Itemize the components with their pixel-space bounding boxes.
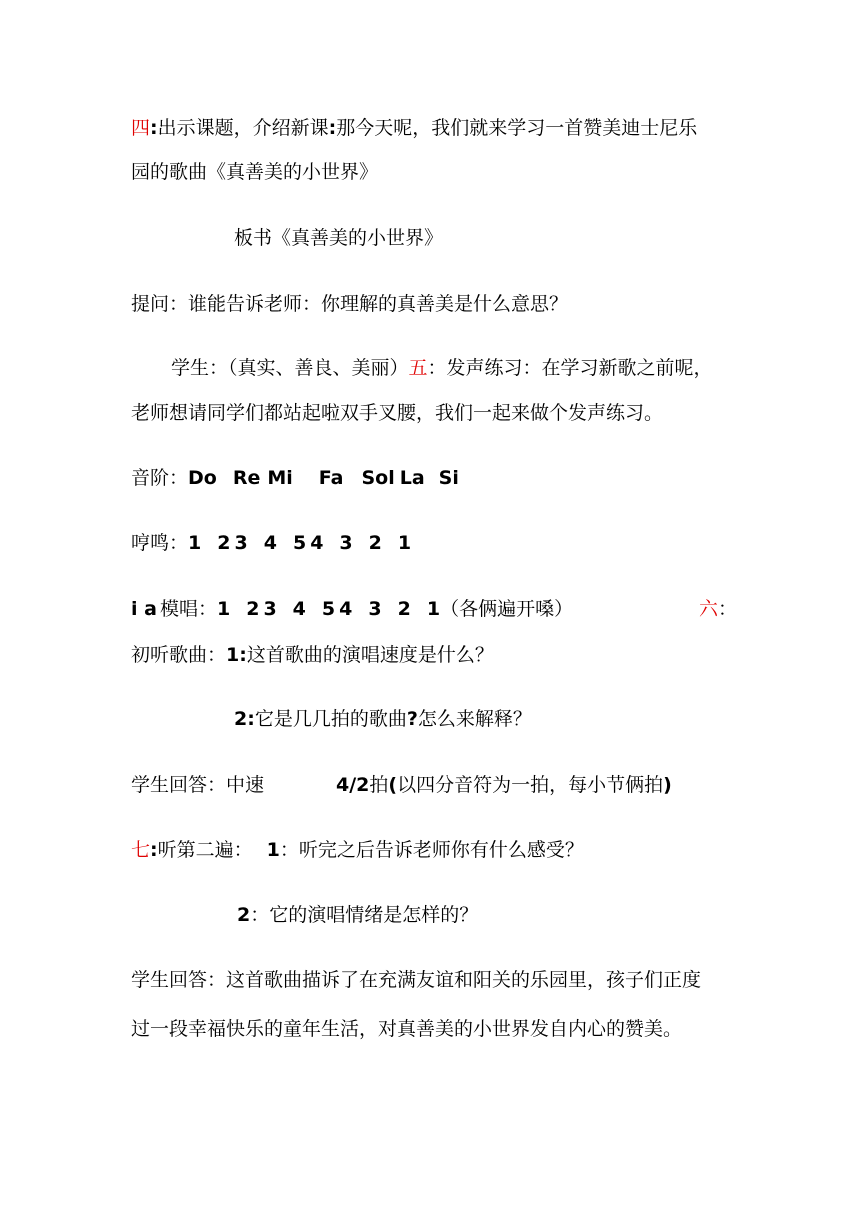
student-answer: 学生：（真实、善良、美丽） — [171, 357, 409, 379]
answer2-line2: 过一段幸福快乐的童年生活，对真善美的小世界发自内心的赞美。 — [131, 1018, 683, 1040]
ia-note: 3 — [368, 598, 382, 620]
section6-q2-mark: ? — [406, 708, 418, 730]
note-re: Re — [232, 467, 261, 489]
answer1-explanation: 以四分音符为一拍，每小节俩拍 — [397, 774, 664, 796]
section6-q2-text: 它是几几拍的歌曲 — [254, 708, 407, 730]
section4-text: 那今天呢，我们就来学习一首赞美迪士尼乐 — [336, 117, 698, 139]
hum-note: 2 — [217, 532, 231, 554]
hum-note: 4 — [310, 532, 324, 554]
scale-notes — [188, 467, 459, 489]
hum-note: 2 — [368, 532, 382, 554]
answer1-line — [131, 773, 672, 797]
section6-q2-number: 2: — [234, 708, 255, 730]
board-title: 板书《真善美的小世界》 — [234, 227, 444, 249]
scale-line — [131, 466, 459, 490]
answer1-label: 学生回答：中速 — [131, 774, 265, 796]
note-do: Do — [188, 467, 217, 489]
section6-q1-text: 这首歌曲的演唱速度是什么？ — [246, 644, 494, 666]
note-si: Si — [438, 467, 459, 489]
hum-note: 3 — [339, 532, 353, 554]
section6-line1 — [131, 643, 494, 667]
scale-label: 音阶： — [131, 467, 189, 489]
section6-line2 — [234, 707, 532, 731]
section6-heading — [699, 597, 737, 621]
section7-q1-number: 1 — [266, 839, 280, 861]
section5-text: ：发声练习：在学习新歌之前呢， — [427, 357, 713, 379]
question-line: 提问：谁能告诉老师：你理解的真善美是什么意思？ — [131, 293, 569, 315]
humming-label: 哼鸣： — [131, 532, 189, 554]
hum-note: 3 — [234, 532, 248, 554]
ia-line — [131, 597, 573, 621]
section6-q2-text-b: 怎么来解释？ — [417, 708, 532, 730]
section7-title: 听第二遍： — [157, 839, 253, 861]
section6-colon: ： — [718, 598, 738, 620]
answer1-paren-close: ) — [663, 774, 672, 796]
section6-q1-number: 1: — [226, 644, 247, 666]
ia-note: 1 — [426, 598, 441, 620]
section5-line1 — [171, 356, 713, 380]
section7-q2-number: 2 — [237, 904, 251, 926]
hum-note: 1 — [188, 532, 202, 554]
section4-colon: : — [150, 117, 158, 139]
note-mi: Mi — [267, 467, 293, 489]
note-fa: Fa — [318, 467, 344, 489]
section6-number: 六 — [699, 598, 719, 620]
humming-line — [131, 531, 411, 555]
ia-label: 模唱： — [159, 598, 217, 620]
section4-line2: 园的歌曲《真善美的小世界》 — [131, 161, 379, 183]
answer1-paren-open: ( — [388, 774, 398, 796]
ia-note: 1 — [216, 598, 231, 620]
hum-note: 4 — [263, 532, 277, 554]
ia-remark: （各俩遍开嗓） — [440, 598, 574, 620]
section7-colon: : — [150, 839, 158, 861]
ia-note: 4 — [339, 598, 353, 620]
section7-q1-text: ：听完之后告诉老师你有什么感受？ — [279, 839, 584, 861]
ia-prefix: i a — [131, 598, 157, 620]
hum-note: 1 — [397, 532, 412, 554]
answer2-line1: 学生回答：这首歌曲描诉了在充满友谊和阳关的乐园里，孩子们正度 — [131, 969, 702, 991]
humming-notes — [188, 532, 411, 554]
ia-note: 2 — [246, 598, 260, 620]
ia-note: 4 — [292, 598, 306, 620]
hum-note: 5 — [292, 532, 307, 554]
section5-line2: 老师想请同学们都站起啦双手叉腰，我们一起来做个发声练习。 — [131, 402, 664, 424]
ia-note: 2 — [397, 598, 411, 620]
note-la: La — [399, 467, 425, 489]
section4-colon2: : — [328, 117, 337, 139]
section6-title: 初听歌曲： — [131, 644, 227, 666]
note-sol: Sol — [361, 467, 395, 489]
section7-number: 七 — [131, 839, 151, 861]
section4-title: 出示课题，介绍新课 — [157, 117, 329, 139]
section4-number: 四 — [131, 117, 151, 139]
ia-note: 5 — [321, 598, 336, 620]
section7-line2 — [237, 903, 478, 927]
answer1-meter: 4/2 — [336, 774, 370, 796]
section5-number: 五 — [408, 357, 428, 379]
ia-notes — [217, 598, 440, 620]
ia-note: 3 — [263, 598, 277, 620]
answer1-beat: 拍 — [369, 774, 389, 796]
section7-q2-text: ：它的演唱情绪是怎样的？ — [250, 904, 479, 926]
section4-line1 — [131, 116, 697, 140]
section7-line1 — [131, 838, 584, 862]
